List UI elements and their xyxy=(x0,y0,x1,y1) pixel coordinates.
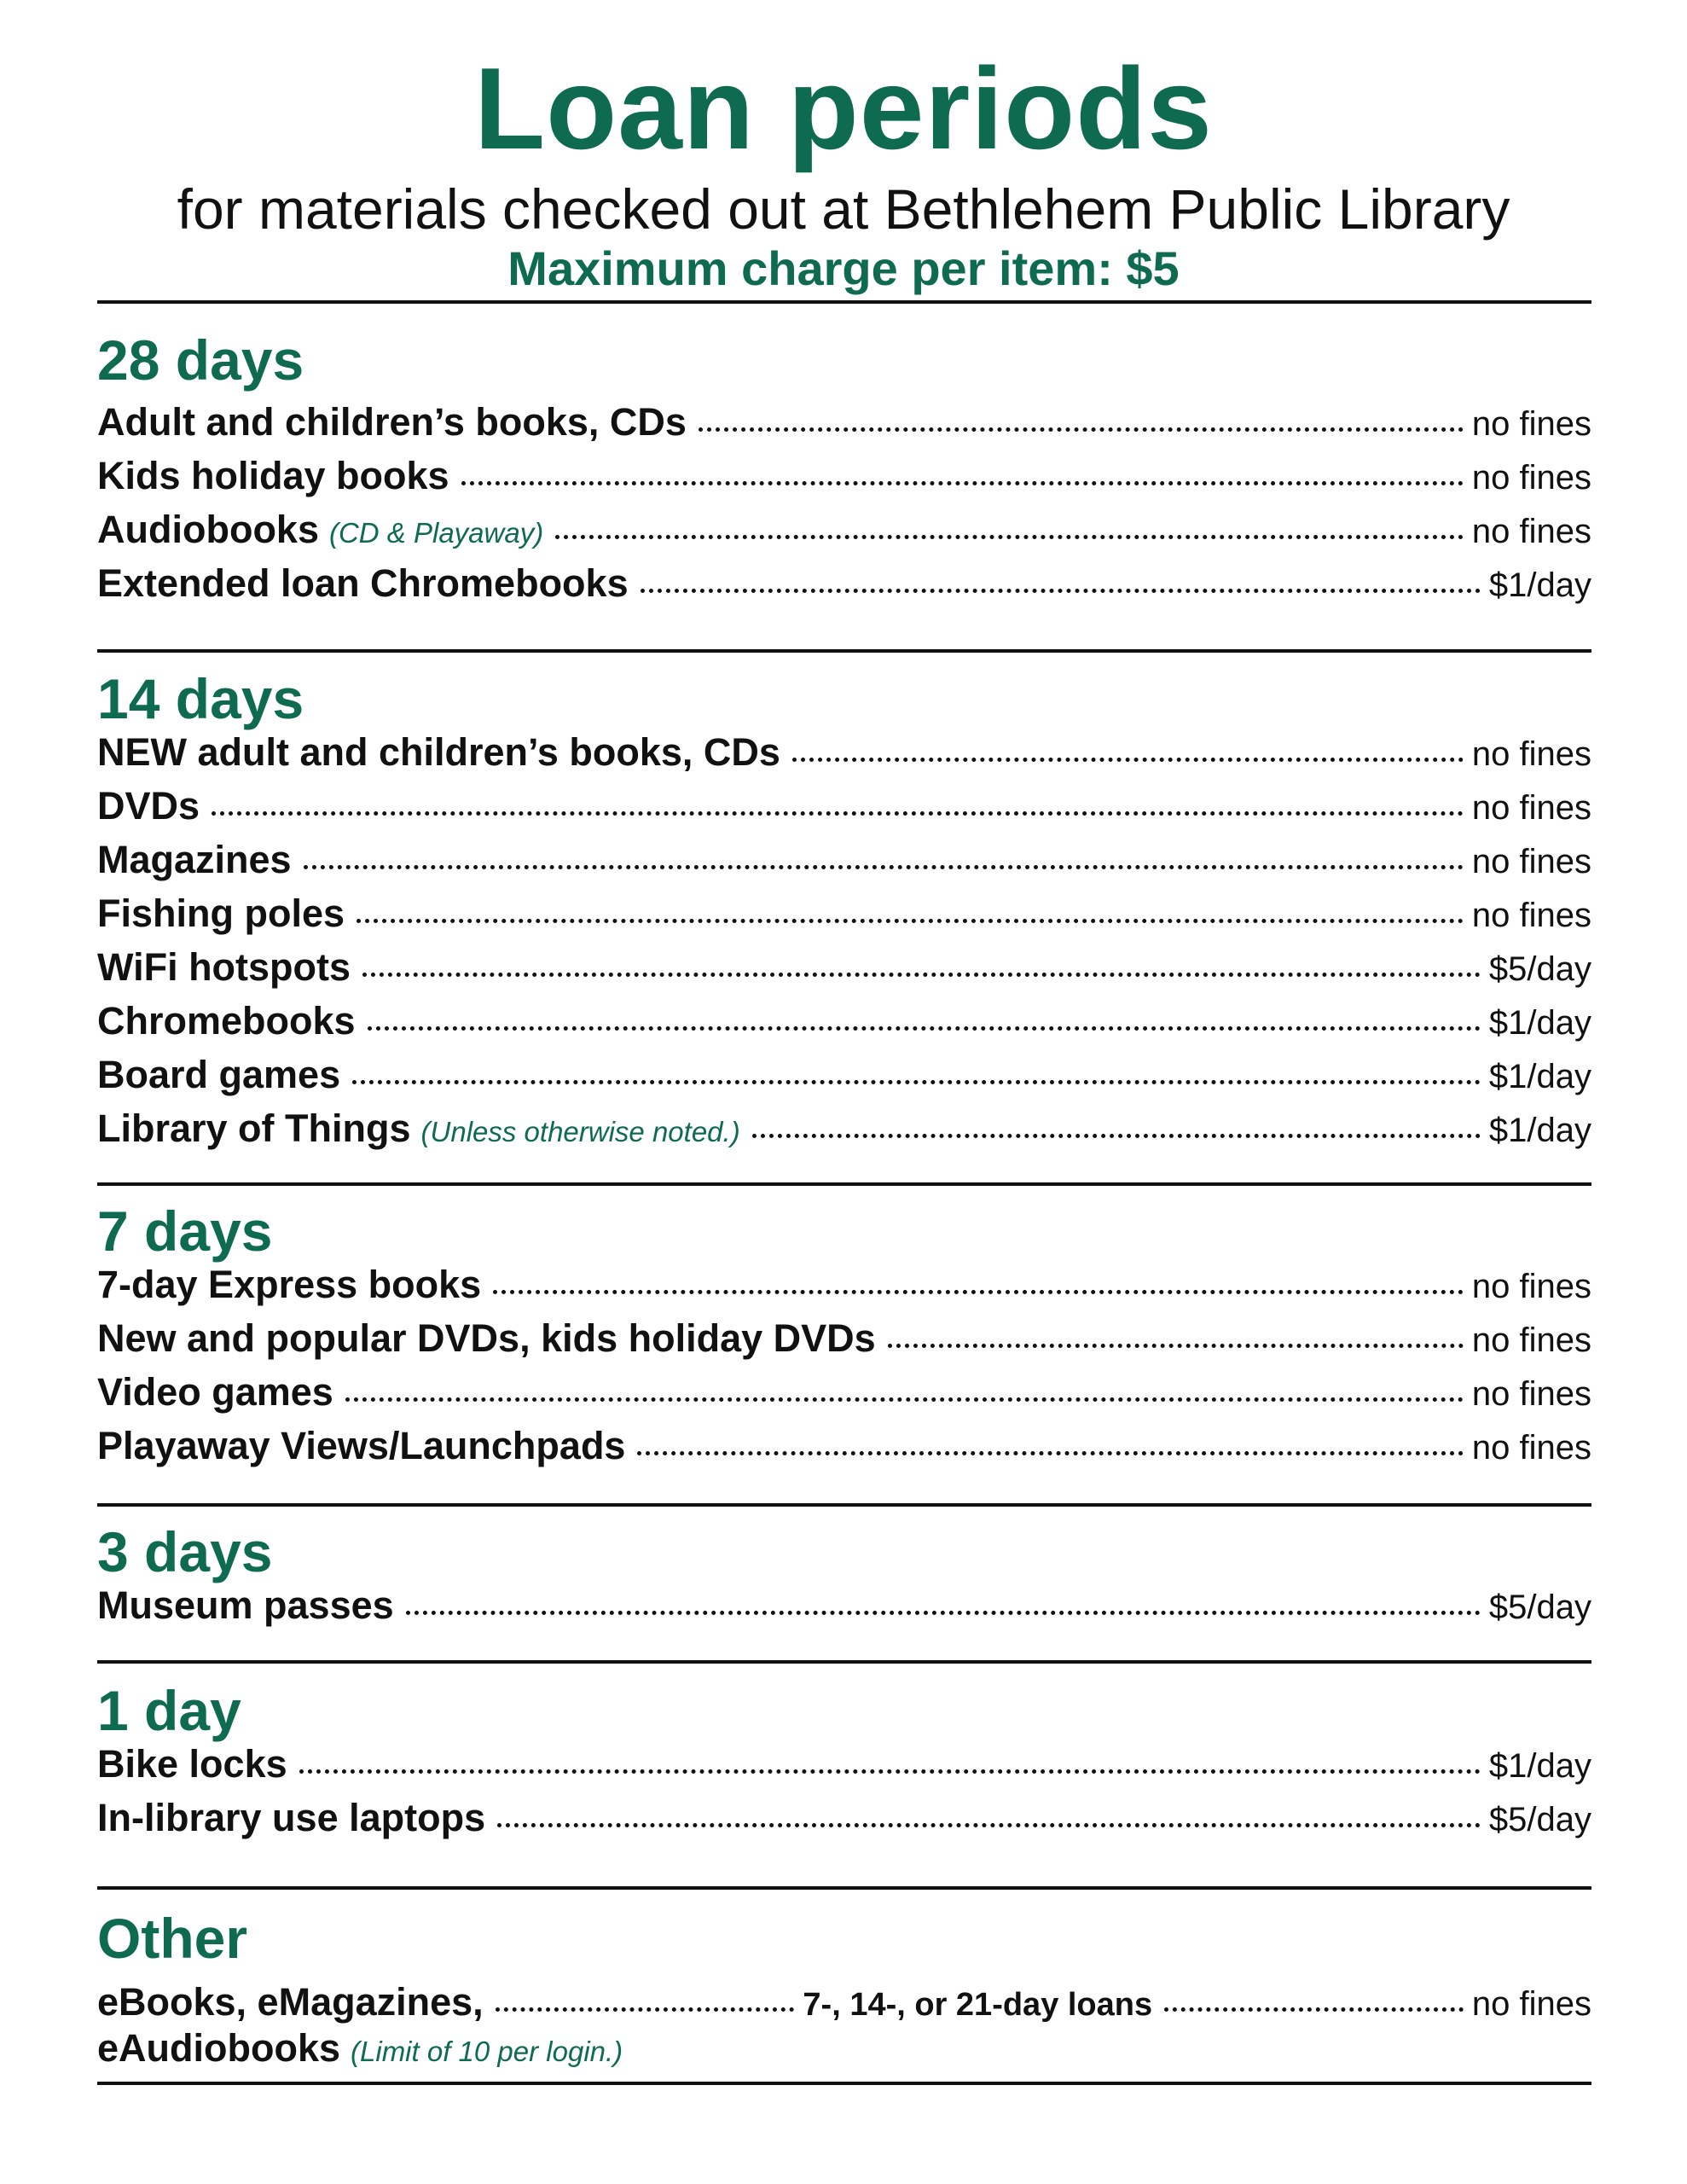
section-7-days xyxy=(97,1199,1591,1478)
item-label: 7-day Express books xyxy=(97,1263,482,1306)
header xyxy=(0,44,1687,297)
list-item xyxy=(97,400,1591,454)
list-item-continued xyxy=(97,2026,1591,2072)
item-fee: no fines xyxy=(1471,1321,1591,1359)
item-fee: $1/day xyxy=(1488,566,1591,604)
dot-leader xyxy=(496,2007,795,2012)
divider xyxy=(97,1886,1591,1890)
dot-leader xyxy=(406,1611,1481,1615)
divider xyxy=(97,300,1591,304)
item-fee: no fines xyxy=(1471,513,1591,550)
list-item xyxy=(97,838,1591,892)
item-fee: no fines xyxy=(1471,1429,1591,1467)
list-item xyxy=(97,454,1591,508)
dot-leader xyxy=(304,865,1464,869)
item-label: Audiobooks xyxy=(97,508,319,551)
dot-leader xyxy=(752,1134,1481,1138)
section-heading: 14 days xyxy=(97,667,304,730)
list-item xyxy=(97,1980,1591,2026)
section-14-days xyxy=(97,667,1591,1160)
list-item xyxy=(97,561,1591,615)
list-item xyxy=(97,1107,1591,1160)
item-label: Video games xyxy=(97,1370,333,1414)
list-item xyxy=(97,1742,1591,1796)
list-item xyxy=(97,999,1591,1053)
dot-leader xyxy=(637,1451,1463,1455)
section-28-days xyxy=(97,328,1591,615)
item-label: Museum passes xyxy=(97,1583,394,1627)
divider xyxy=(97,1660,1591,1664)
item-label: Board games xyxy=(97,1053,341,1096)
item-fee: no fines xyxy=(1471,459,1591,497)
list-item xyxy=(97,1316,1591,1370)
item-note: (Limit of 10 per login.) xyxy=(351,2036,623,2067)
dot-leader xyxy=(888,1344,1464,1348)
dot-leader xyxy=(792,758,1464,762)
list-item xyxy=(97,730,1591,784)
divider xyxy=(97,649,1591,653)
list-item xyxy=(97,1370,1591,1424)
page-subtitle: for materials checked out at Bethlehem Public Library xyxy=(177,177,1510,241)
dot-leader xyxy=(699,427,1464,432)
item-label: WiFi hotspots xyxy=(97,945,351,989)
item-fee: $5/day xyxy=(1488,950,1591,988)
dot-leader xyxy=(493,1290,1464,1294)
dot-leader xyxy=(1164,2007,1464,2012)
max-charge-notice: Maximum charge per item: $5 xyxy=(507,241,1180,295)
item-label: Library of Things xyxy=(97,1107,411,1150)
item-fee: no fines xyxy=(1471,1985,1591,2023)
item-fee: no fines xyxy=(1471,735,1591,773)
dot-leader xyxy=(641,589,1481,593)
section-other xyxy=(97,1907,1591,2072)
dot-leader xyxy=(497,1823,1481,1827)
item-fee: $5/day xyxy=(1488,1801,1591,1838)
item-fee: $1/day xyxy=(1488,1112,1591,1149)
section-heading: 7 days xyxy=(97,1199,273,1263)
section-heading: 28 days xyxy=(97,328,304,392)
dot-leader xyxy=(345,1397,1464,1402)
list-item xyxy=(97,892,1591,945)
list-item xyxy=(97,1583,1591,1637)
item-label: Fishing poles xyxy=(97,892,345,935)
loan-period-text: 7-, 14-, or 21-day loans xyxy=(803,1987,1153,2023)
item-fee: $1/day xyxy=(1488,1058,1591,1095)
section-1-day xyxy=(97,1679,1591,1850)
dot-leader xyxy=(299,1769,1481,1774)
item-label: eAudiobooks xyxy=(97,2026,341,2070)
list-item xyxy=(97,1263,1591,1316)
divider xyxy=(97,2082,1591,2085)
item-label: Playaway Views/Launchpads xyxy=(97,1424,626,1467)
item-label: Magazines xyxy=(97,838,292,881)
item-fee: no fines xyxy=(1471,897,1591,934)
item-fee: no fines xyxy=(1471,1375,1591,1413)
section-3-days xyxy=(97,1520,1591,1637)
section-heading: Other xyxy=(97,1907,248,1970)
divider xyxy=(97,1503,1591,1507)
list-item xyxy=(97,945,1591,999)
list-item xyxy=(97,784,1591,838)
dot-leader xyxy=(357,919,1464,923)
item-fee: no fines xyxy=(1471,1268,1591,1305)
list-item xyxy=(97,508,1591,561)
dot-leader xyxy=(461,481,1464,485)
item-note: (CD & Playaway) xyxy=(328,517,544,549)
page-title: Loan periods xyxy=(474,44,1213,173)
list-item xyxy=(97,1424,1591,1478)
item-label: Chromebooks xyxy=(97,999,356,1043)
item-label: DVDs xyxy=(97,784,200,828)
item-fee: no fines xyxy=(1471,789,1591,827)
item-label: eBooks, eMagazines, xyxy=(97,1980,484,2024)
item-label: New and popular DVDs, kids holiday DVDs xyxy=(97,1316,876,1360)
item-label: Bike locks xyxy=(97,1742,287,1786)
section-heading: 3 days xyxy=(97,1520,273,1583)
item-fee: $1/day xyxy=(1488,1004,1591,1042)
list-item xyxy=(97,1053,1591,1107)
item-fee: no fines xyxy=(1471,405,1591,443)
item-note: (Unless otherwise noted.) xyxy=(420,1116,740,1147)
list-item xyxy=(97,1796,1591,1850)
dot-leader xyxy=(352,1080,1481,1084)
item-label: Adult and children’s books, CDs xyxy=(97,400,687,444)
item-label: In-library use laptops xyxy=(97,1796,486,1839)
item-label: Extended loan Chromebooks xyxy=(97,561,629,605)
dot-leader xyxy=(555,535,1464,539)
dot-leader xyxy=(212,811,1464,816)
dot-leader xyxy=(362,973,1481,977)
item-fee: $5/day xyxy=(1488,1589,1591,1626)
dot-leader xyxy=(368,1026,1481,1031)
item-label: Kids holiday books xyxy=(97,454,449,497)
item-label: NEW adult and children’s books, CDs xyxy=(97,730,780,774)
section-heading: 1 day xyxy=(97,1679,241,1742)
item-fee: no fines xyxy=(1471,843,1591,880)
divider xyxy=(97,1182,1591,1186)
item-fee: $1/day xyxy=(1488,1747,1591,1785)
